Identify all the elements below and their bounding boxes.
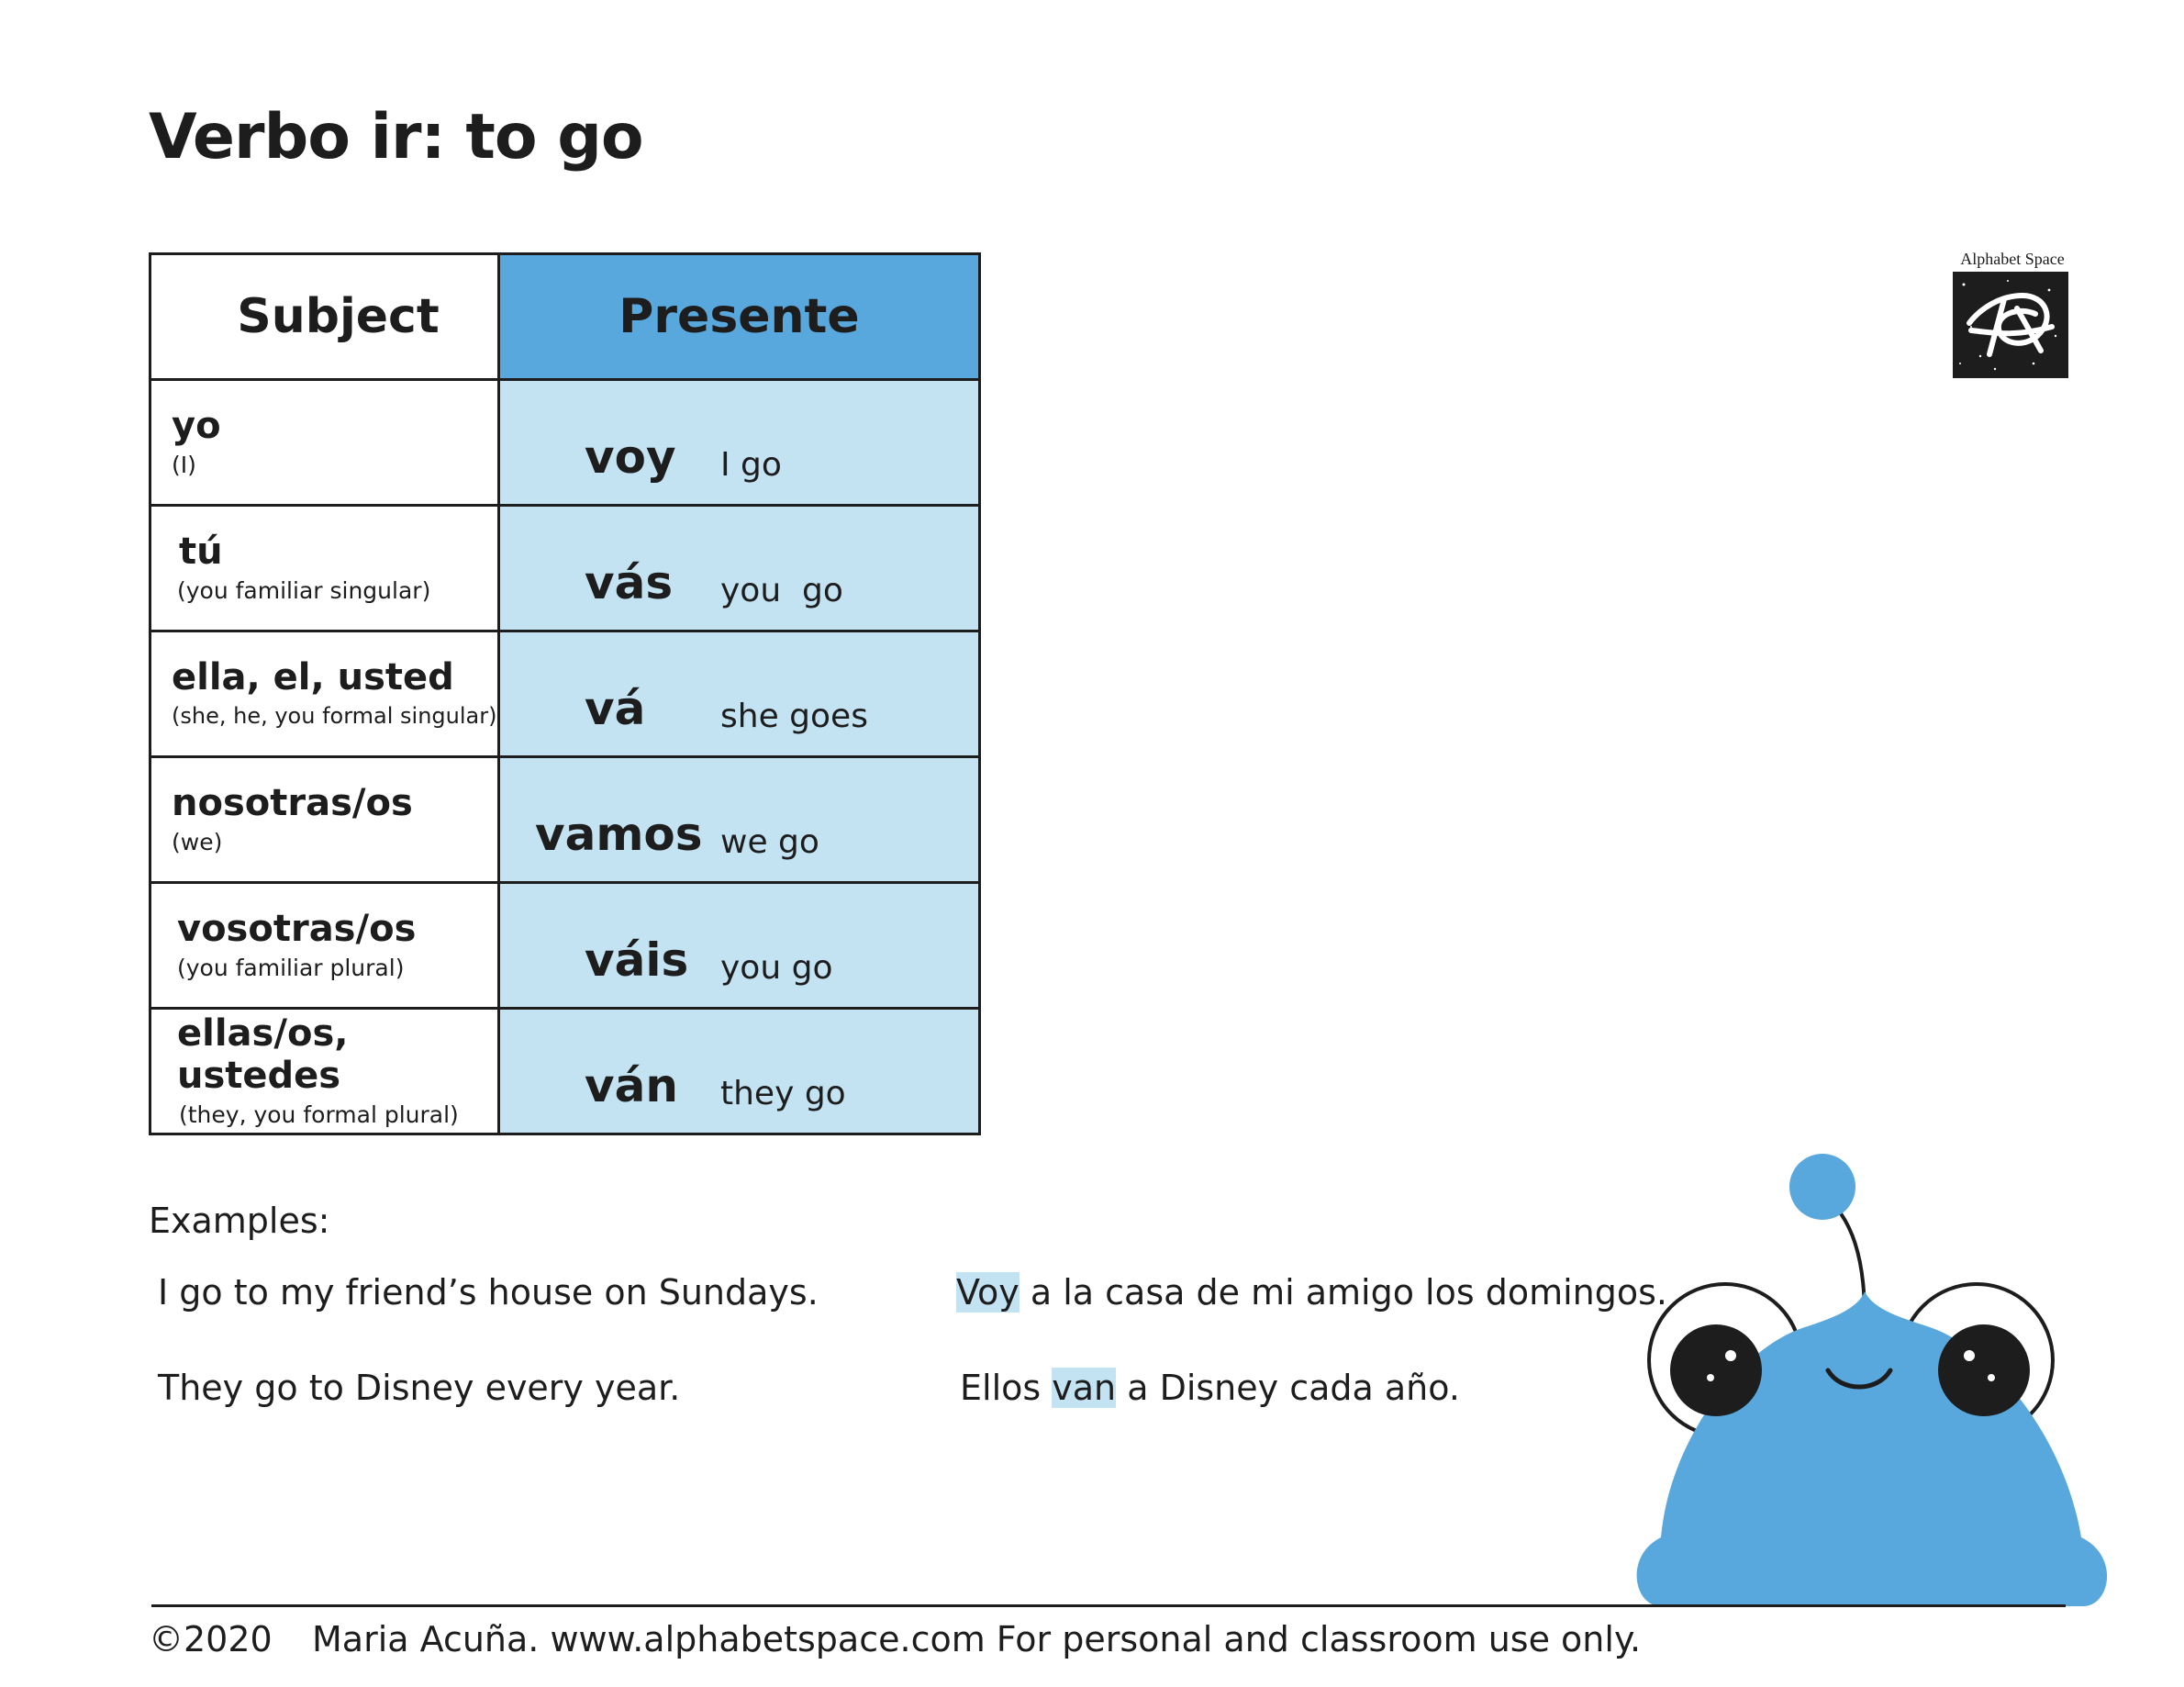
subject-gloss: (they, you formal plural) — [179, 1100, 459, 1128]
subject-cell — [150, 1009, 499, 1134]
logo-label: Alphabet Space — [1960, 250, 2065, 268]
header-subject: Subject — [150, 254, 499, 380]
footer-copyright-year: ©2020 — [149, 1619, 273, 1659]
verb-translation: she goes — [720, 698, 868, 735]
blue-monster-mascot-icon — [1624, 1134, 2120, 1611]
examples-label: Examples: — [149, 1201, 330, 1241]
highlighted-verb: Voy — [956, 1272, 1020, 1313]
verb-form: váis — [585, 933, 689, 987]
conjugation-table — [149, 252, 981, 1135]
example-text: a la casa de mi amigo los domingos. — [1019, 1272, 1668, 1313]
example-spanish-1 — [956, 1272, 1667, 1313]
verb-translation: I go — [720, 446, 782, 484]
presente-cell — [499, 631, 980, 757]
subject-pronoun: tú — [179, 530, 223, 573]
table-row — [150, 631, 980, 757]
subject-cell — [150, 883, 499, 1009]
example-text: Ellos — [960, 1368, 1053, 1408]
alphabet-space-logo-icon — [1953, 272, 2068, 378]
subject-gloss: (you familiar plural) — [177, 954, 405, 981]
header-presente: Presente — [499, 254, 980, 380]
subject-cell — [150, 757, 499, 883]
subject-pronoun: ellas/os, ustedes — [177, 1011, 349, 1097]
subject-pronoun: vosotras/os — [177, 907, 417, 950]
subject-cell — [150, 506, 499, 631]
verb-translation: you go — [720, 949, 833, 987]
example-spanish-2 — [960, 1368, 1460, 1408]
table-header-row — [150, 254, 980, 380]
presente-cell — [499, 380, 980, 506]
example-english-2: They go to Disney every year. — [158, 1368, 681, 1408]
subject-gloss: (she, he, you formal singular) — [172, 703, 497, 730]
table-row — [150, 506, 980, 631]
presente-cell — [499, 1009, 980, 1134]
verb-translation: we go — [720, 823, 819, 861]
verb-form: vamos — [535, 808, 703, 861]
table-row — [150, 1009, 980, 1134]
page-title: Verbo ir: to go — [149, 101, 643, 173]
subject-gloss: (I) — [172, 451, 196, 478]
table-row — [150, 757, 980, 883]
table-row — [150, 883, 980, 1009]
subject-pronoun: yo — [172, 404, 221, 447]
footer-divider — [151, 1604, 2066, 1607]
subject-cell — [150, 631, 499, 757]
verb-form: vás — [585, 556, 674, 609]
verb-form: vá — [585, 682, 646, 735]
subject-cell — [150, 380, 499, 506]
example-text: a Disney cada año. — [1116, 1368, 1460, 1408]
verb-translation: they go — [720, 1075, 846, 1112]
subject-gloss: (we) — [172, 828, 223, 855]
presente-cell — [499, 506, 980, 631]
verb-form: ván — [585, 1059, 678, 1112]
subject-gloss: (you familiar singular) — [177, 576, 431, 604]
example-english-1: I go to my friend’s house on Sundays. — [158, 1272, 819, 1313]
presente-cell — [499, 883, 980, 1009]
footer-credit: Maria Acuña. www.alphabetspace.com For personal and classroom use only. — [312, 1619, 1642, 1659]
presente-cell — [499, 757, 980, 883]
table-row — [150, 380, 980, 506]
highlighted-verb: van — [1052, 1368, 1117, 1408]
verb-translation: you go — [720, 572, 843, 609]
subject-pronoun: nosotras/os — [172, 781, 413, 824]
subject-pronoun: ella, el, usted — [172, 656, 454, 699]
verb-form: voy — [585, 430, 676, 484]
